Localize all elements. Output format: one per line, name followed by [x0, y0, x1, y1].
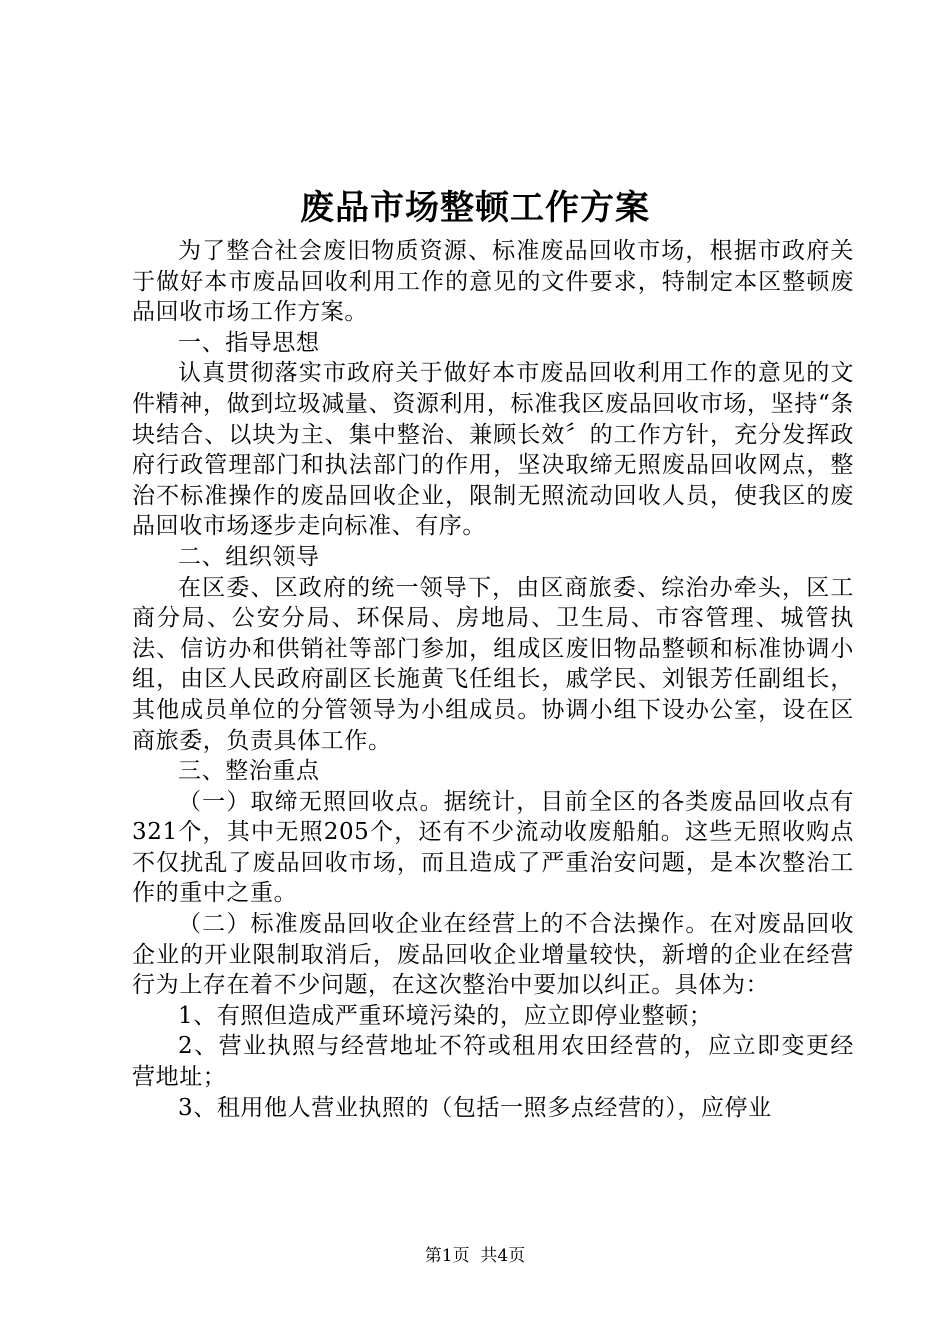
list-item-3: 3、租用他人营业执照的（包括一照多点经营的），应停业	[178, 1094, 772, 1121]
key-point-1-paragraph: （一）取缔无照回收点。据统计，目前全区的各类废品回收点有321个，其中无照205个，还有不少流动收废船舶。这些无照收购点不仅扰乱了废品回收市场，而且造成了严重治安问题，是本次整治工作的重中之重。	[132, 788, 854, 907]
document-title: 废品市场整顿工作方案	[300, 188, 650, 228]
page-footer	[0, 1244, 950, 1268]
intro-paragraph: 为了整合社会废旧物质资源、标准废品回收市场，根据市政府关于做好本市废品回收利用工作的意见的文件要求，特制定本区整顿废品回收市场工作方案。	[132, 238, 854, 326]
organization-paragraph: 在区委、区政府的统一领导下，由区商旅委、综治办牵头，区工商分局、公安分局、环保局、房地局、卫生局、市容管理、城管执法、信访办和供销社等部门参加，组成区废旧物品整顿和标准协调小组，由区人民政府副区长施黄飞任组长，戚学民、刘银芳任副组长，其他成员单位的分管领导为小组成员。协调小组下设办公室，设在区商旅委，负责具体工作。	[132, 574, 854, 754]
section-heading-organization: 二、组织领导	[178, 543, 320, 570]
guiding-ideology-paragraph: 认真贯彻落实市政府关于做好本市废品回收利用工作的意见的文件精神，做到垃圾减量、资源利用，标准我区废品回收市场，坚持“条块结合、以块为主、集中整治、兼顾长效〞的工作方针，充分发挥政府行政管理部门和执法部门的作用，坚决取缔无照废品回收网点，整治不标准操作的废品回收企业，限制无照流动回收人员，使我区的废品回收市场逐步走向标准、有序。	[132, 360, 854, 540]
list-item-2: 2、营业执照与经营地址不符或租用农田经营的，应立即变更经营地址；	[132, 1033, 854, 1091]
list-item-1: 1、有照但造成严重环境污染的，应立即停业整顿；	[178, 1002, 713, 1029]
page-number: 第1页 共4页	[424, 1246, 526, 1266]
document-body	[132, 236, 854, 1123]
section-heading-guiding-ideology: 一、指导思想	[178, 329, 320, 356]
section-heading-key-points: 三、整治重点	[178, 758, 320, 785]
key-point-2-paragraph: （二）标准废品回收企业在经营上的不合法操作。在对废品回收企业的开业限制取消后，废品回收企业增量较快，新增的企业在经营行为上存在着不少问题，在这次整治中要加以纠正。具体为：	[132, 911, 854, 999]
